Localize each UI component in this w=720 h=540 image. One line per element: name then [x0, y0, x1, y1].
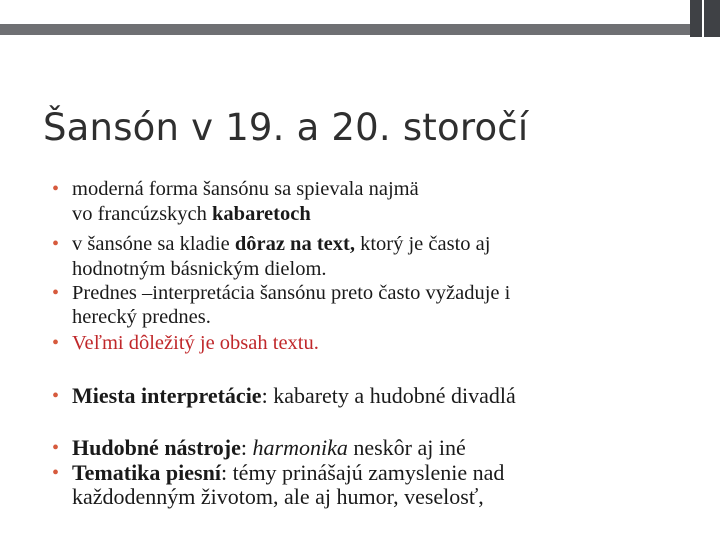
top-gray-strip [0, 24, 690, 35]
bullet-4-line-1: Veľmi dôležitý je obsah textu. [72, 332, 319, 354]
bullet-7-bold: Tematika piesní [72, 460, 221, 485]
bullet-5-bold: Miesta interpretácie [72, 383, 262, 408]
bullet-marker: • [52, 385, 60, 407]
bullet-marker: • [52, 332, 60, 354]
bullet-2-line-2: hodnotným básnickým dielom. [72, 258, 327, 280]
bullet-6-italic: harmonika [252, 435, 348, 460]
top-decoration-bar [0, 0, 720, 39]
bullet-marker: • [52, 437, 60, 459]
bullet-2-bold: dôraz na text, [234, 233, 355, 255]
bullet-2-line-1: v šansóne sa kladie dôraz na text, ktorý je často aj [72, 233, 491, 255]
bullet-marker: • [52, 462, 60, 484]
bullet-1-line-1: moderná forma šansónu sa spievala najmä [72, 178, 419, 200]
bullet-5-line-1: Miesta interpretácie: kabarety a hudobné divadlá [72, 383, 516, 408]
bullet-3-line-2: herecký prednes. [72, 306, 211, 328]
bullet-7-line-1: Tematika piesní: témy prinášajú zamyslenie nad [72, 460, 505, 485]
bullet-6-bold: Hudobné nástroje [72, 435, 241, 460]
bullet-marker: • [52, 178, 60, 200]
bullet-marker: • [52, 282, 60, 304]
bullet-6-line-1: Hudobné nástroje: harmonika neskôr aj iné [72, 435, 466, 460]
bullet-marker: • [52, 233, 60, 255]
slide-title: Šansón v 19. a 20. storočí [43, 106, 529, 149]
bullet-1-line-2: vo francúzskych kabaretoch [72, 203, 311, 225]
bullet-7-line-2: každodenným životom, ale aj humor, veselosť, [72, 484, 484, 509]
bullet-3-line-1: Prednes –interpretácia šansónu preto často vyžaduje i [72, 282, 511, 304]
top-dark-block-left [690, 0, 702, 37]
bullet-1-bold: kabaretoch [212, 203, 311, 225]
top-dark-block-right [704, 0, 720, 37]
